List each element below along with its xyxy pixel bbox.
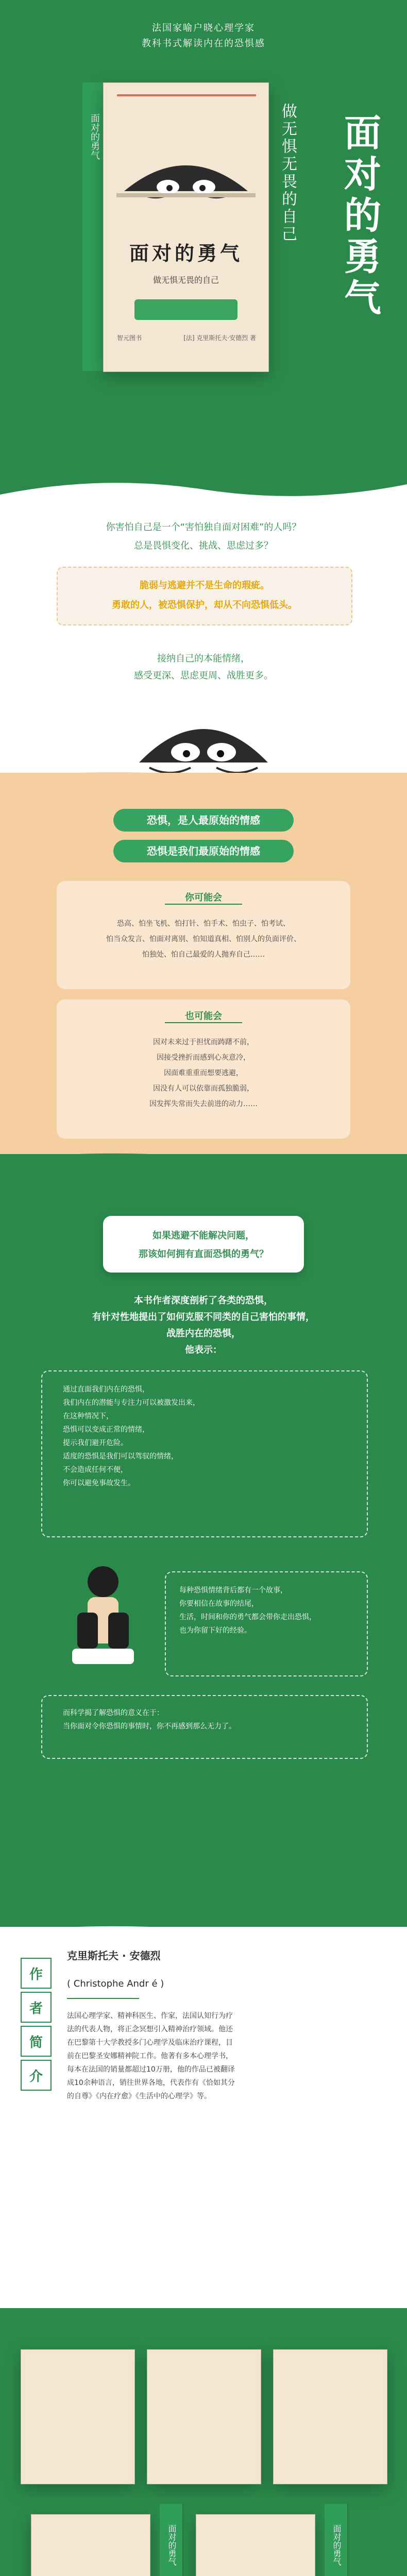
author-label-char-1: 作 <box>21 1958 52 1989</box>
quote2-line-2: 你要相信在故事的结尾， <box>179 1600 259 1608</box>
figure-illustration <box>41 1556 155 1674</box>
author-label-char-3: 简 <box>21 2026 52 2057</box>
accept-line-2: 感受更深、思虑更周、战胜更多。 <box>134 670 273 681</box>
author-bio-line-3: 在巴黎第十大学教授多门心理学及临床治疗课程，目 <box>67 2039 233 2047</box>
hero-subtitle-2: 教科书式解读内在的恐惧感 <box>142 38 265 49</box>
hero-wave <box>0 474 407 505</box>
author-rule <box>67 1998 139 1999</box>
maybe-also-box <box>57 999 350 1139</box>
intro-line-4: 他表示： <box>185 1345 222 1355</box>
author-bio-line-4: 前在巴黎圣安娜精神院工作。他著有多本心理学书， <box>67 2052 233 2060</box>
pill-2: 恐惧是我们最原始的情感 <box>113 840 294 862</box>
cover-tagline: 做无惧无畏的自己 <box>152 275 219 285</box>
maybe-also-line-4: 因没有人可以依靠而孤独脆弱， <box>153 1084 254 1093</box>
cover-illustration <box>104 129 268 227</box>
book-cover <box>103 82 269 372</box>
quote1-text <box>63 1383 346 1490</box>
hero-subtitle-1: 法国家喻户晓心理学家 <box>152 23 255 33</box>
quote1-line-7: 不会造成任何不便， <box>63 1466 128 1474</box>
mockup-spine-1 <box>160 2504 183 2576</box>
intro-line-1: 本书作者深度剖析了各类的恐惧， <box>134 1295 273 1306</box>
mockup-cover-2 <box>147 2349 261 2484</box>
how-to-line-2: 那该如何拥有直面恐惧的勇气？ <box>139 1249 268 1260</box>
book-row-top <box>21 2349 386 2483</box>
intro-line-2: 有针对性地提出了如何克服不同类的自己害怕的事情， <box>92 1312 315 1323</box>
quote1-line-5: 提示我们避开危险。 <box>63 1439 128 1447</box>
maybe-also-heading: 也可能会 <box>185 1011 222 1022</box>
author-bio-line-5: 每本在法国的销量都超过10万册，他的作品已被翻译 <box>67 2065 235 2074</box>
quote1-box <box>41 1370 368 1537</box>
cover-footer <box>117 330 256 345</box>
author-bio-line-6: 成10余种语言，销往世界各地，代表作有《恰如其分 <box>67 2079 235 2087</box>
question-line-2: 总是畏惧变化、挑战、思虑过多？ <box>134 540 273 551</box>
quote1-line-3: 在这种情况下， <box>63 1412 113 1420</box>
might-be-line-2: 怕当众发言、怕面对离别、怕知道真相、怕别人的负面评价、 <box>106 935 301 943</box>
quote3-line-1: 而科学揭了解恐惧的意义在于： <box>63 1709 164 1717</box>
author-bio-line-2: 法的代表人物，将正念冥想引入精神治疗领域。他还 <box>67 2025 233 2033</box>
might-be-line-1: 恐高、怕坐飞机、怕打针、怕手术、怕虫子、怕考试、 <box>117 920 290 928</box>
fear-quote-line-2: 勇敢的人，被恐惧保护，却从不向恐惧低头。 <box>112 600 297 611</box>
author-label-char-4: 介 <box>21 2060 52 2091</box>
cover-author-note: [法] 克里斯托夫·安德烈 著 <box>183 334 256 342</box>
maybe-also-line-5: 因发挥失常而失去前进的动力…… <box>149 1100 258 1108</box>
cover-band <box>134 299 238 320</box>
quote2-line-3: 生活，时间和你的勇气都会带你走出恐惧， <box>179 1613 316 1621</box>
quote1-line-6: 适度的恐惧是我们可以驾驭的情绪， <box>63 1452 178 1461</box>
intro-line-3: 战胜内在的恐惧， <box>166 1328 241 1339</box>
mockup-spine-2-text: 面对的勇气 <box>332 2524 342 2566</box>
cover-title: 面对的勇气 <box>129 242 243 265</box>
how-to-line-1: 如果逃避不能解决问题， <box>152 1230 255 1241</box>
quote2-box <box>165 1571 368 1676</box>
maybe-also-line-1: 因对未来过于担忧而踌躇不前， <box>153 1038 254 1046</box>
book-spine <box>82 82 104 371</box>
quote1-line-2: 我们内在的潜能与专注力可以被激发出来， <box>63 1399 200 1407</box>
fear-quote-line-1: 脆弱与逃避并不是生命的瑕疵。 <box>140 580 269 591</box>
quote2-line-1: 每种恐惧情绪背后都有一个故事， <box>179 1586 287 1595</box>
might-be-heading: 你可能会 <box>185 892 222 903</box>
mockup-cover-3 <box>273 2349 387 2484</box>
might-be-rule <box>165 904 242 905</box>
fear-quote-box <box>57 567 352 625</box>
peach-wave-top <box>0 768 407 788</box>
quote2-text <box>179 1584 354 1637</box>
mockup-main-cover <box>31 2514 150 2576</box>
cover-top-rule <box>117 94 256 96</box>
hero-vertical-subtitle-wrap <box>268 103 299 371</box>
mockup-spine-2 <box>325 2504 348 2576</box>
maybe-also-line-2: 因接受挫折而感到心灰意冷， <box>157 1054 250 1062</box>
quote3-box <box>41 1695 368 1759</box>
quote1-line-4: 恐惧可以变成正常的情绪， <box>63 1426 149 1434</box>
author-name: 克里斯托夫 · 安德烈 <box>67 1950 161 1962</box>
mockup-cover-1 <box>21 2349 135 2484</box>
might-be-line-3: 怕独处、怕自己最爱的人抛弃自己…… <box>142 951 265 959</box>
hero-vertical-title <box>304 113 386 381</box>
accept-line-1: 接纳自己的本能情绪， <box>157 653 250 664</box>
mockup-open-page <box>196 2514 315 2576</box>
author-wave-top <box>0 1922 407 1942</box>
question-line-1: 你害怕自己是一个“害怕独自面对困难”的人吗？ <box>106 522 301 533</box>
quote1-line-1: 通过直面我们内在的恐惧， <box>63 1385 149 1394</box>
author-label <box>21 1958 52 2091</box>
pill-1: 恐惧，是人最原始的情感 <box>113 809 294 832</box>
mockup-spine-1-text: 面对的勇气 <box>167 2524 177 2566</box>
quote3-text <box>63 1706 346 1733</box>
book-mockup-main <box>31 2504 376 2576</box>
maybe-also-rule <box>165 1022 242 1023</box>
hero-title: 面对的勇气 <box>338 113 382 319</box>
author-name-latin: ( Christophe Andr é ) <box>67 1978 164 1989</box>
spine-title: 面对的勇气 <box>89 113 100 160</box>
how-to-box <box>103 1216 304 1273</box>
quote3-line-2: 当你面对令你恐惧的事情时，你不再感到那么无力了。 <box>63 1722 236 1731</box>
quote2-line-4: 也为你留下好的经验。 <box>179 1626 251 1635</box>
green-wave-top <box>0 1149 407 1170</box>
author-bio-line-1: 法国心理学家、精神科医生、作家，法国认知行为疗 <box>67 2012 233 2020</box>
author-bio-line-7: 的自尊》《内在疗愈》《生活中的心理学》等。 <box>67 2092 211 2100</box>
author-label-char-2: 者 <box>21 1992 52 2023</box>
maybe-also-line-3: 因面难重重而想要逃避， <box>164 1069 243 1077</box>
cover-publisher: 智元图书 <box>117 334 142 342</box>
hero-vertical-subtitle: 做无惧无畏的自己 <box>279 103 297 243</box>
author-bio <box>67 2009 386 2103</box>
quote1-line-8: 你可以避免事故发生。 <box>63 1479 135 1487</box>
might-be-box <box>57 881 350 989</box>
